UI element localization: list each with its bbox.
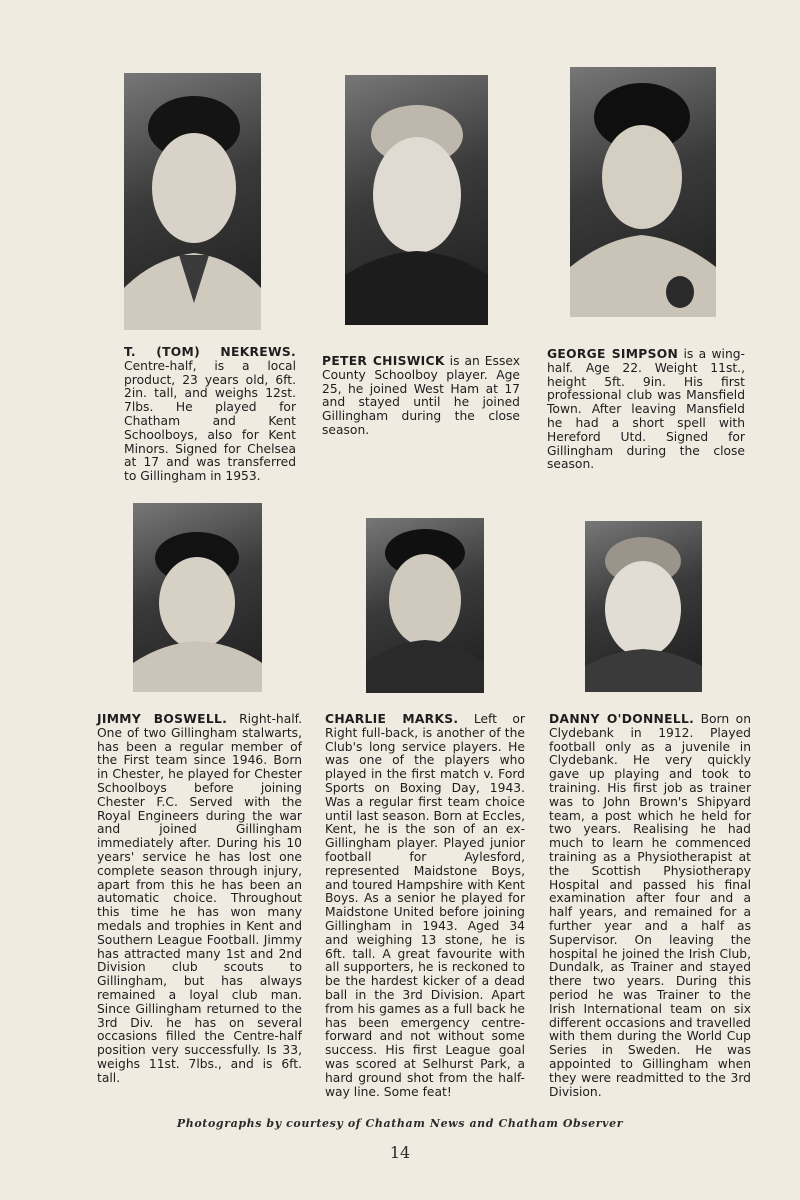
player-bio: is an Essex County Schoolboy player. Age 25, he joined West Ham at 17 and stayed until he joined Gillingham during the close season. <box>322 354 520 437</box>
player-photo-odonnell <box>585 521 702 692</box>
player-name: JIMMY BOSWELL. <box>97 712 228 726</box>
player-photo-simpson <box>570 67 716 317</box>
player-photo-marks <box>366 518 484 693</box>
player-name: PETER CHISWICK <box>322 354 445 368</box>
bio-nekrews <box>124 346 296 484</box>
portrait-silhouette-icon <box>366 518 484 693</box>
photo-credit: Photographs by courtesy of Chatham News and Chatham Observer <box>176 1117 624 1130</box>
bio-odonnell <box>549 713 751 1099</box>
portrait-silhouette-icon <box>570 67 716 317</box>
portrait-silhouette-icon <box>585 521 702 692</box>
player-name: CHARLIE MARKS. <box>325 712 459 726</box>
bio-boswell <box>97 713 302 1086</box>
bio-marks <box>325 713 525 1099</box>
player-bio: Centre-half, is a local product, 23 years old, 6ft. 2in. tall, and weighs 12st. 7lbs. He played for Chatham and Kent Schoolboys, also for Kent Minors. Signed for Chelsea at 17 and was transferred to Gillingham in 1953. <box>124 358 296 484</box>
bio-chiswick <box>322 355 520 438</box>
player-name: DANNY O'DONNELL. <box>549 712 695 726</box>
player-photo-nekrews <box>124 73 261 330</box>
player-bio: is a wing-half. Age 22. Weight 11st., height 5ft. 9in. His first professional club was Mansfield Town. After leaving Mansfield he had a short spell with Hereford Utd. Signed for Gillingham during the close season. <box>547 347 745 472</box>
player-bio: Right-half. One of two Gillingham stalwarts, has been a regular member of the First team since 1946. Born in Chester, he played for Chester Schoolboys before joining Chester F.C. Served with the Royal Engineers during the war and joined Gillingham immediately after. During his 10 years' service he has lost one complete season through injury, apart from this he has been an automatic choice. Throughout this time he has won many medals and trophies in Kent and Southern League Football. Jimmy has attracted many 1st and 2nd Division club scouts to Gillingham, but has always remained a loyal club man. Since Gillingham returned to the 3rd Div. he has on several occasions filled the Centre-half position very successfully. Is 33, weighs 11st. 7lbs., and is 6ft. tall. <box>97 712 302 1085</box>
bio-simpson <box>547 348 745 472</box>
player-name: GEORGE SIMPSON <box>547 347 679 361</box>
player-bio: Born on Clydebank in 1912. Played football only as a juvenile in Clydebank. He very quickly gave up playing and took to training. His first job as trainer was to John Brown's Shipyard team, a post which he held for two years. Realising he had much to learn he commenced training as a Physiotherapist at the Scottish Physiotherapy Hospital and passed his final examination after four and a half years, and remained for a further year and a half as Supervisor. On leaving the hospital he joined the Irish Club, Dundalk, as Trainer and stayed there two years. During this period he was Trainer to the Irish International team on six different occasions and travelled with them during the World Cup Series in Sweden. He was appointed to Gillingham when they were readmitted to the 3rd Division. <box>549 712 751 1099</box>
player-photo-boswell <box>133 503 262 692</box>
player-bio: Left or Right full-back, is another of the Club's long service players. He was one of the players who played in the first match v. Ford Sports on Boxing Day, 1943. Was a regular first team choice until last season. Born at Eccles, Kent, he is the son of an ex-Gillingham player. Played junior football for Aylesford, represented Maidstone Boys, and toured Hampshire with Kent Boys. As a senior he played for Maidstone United before joining Gillingham in 1943. Aged 34 and weighing 13 stone, he is 6ft. tall. A great favourite with all supporters, he is reckoned to be the hardest kicker of a dead ball in the 3rd Division. Apart from his games as a full back he has been emergency centre-forward and not without some success. His first League goal was scored at Selhurst Park, a hard ground shot from the half-way line. Some feat! <box>325 712 525 1099</box>
portrait-silhouette-icon <box>124 73 261 330</box>
portrait-silhouette-icon <box>133 503 262 692</box>
portrait-silhouette-icon <box>345 75 488 325</box>
player-photo-chiswick <box>345 75 488 325</box>
player-name: T. (TOM) NEKREWS. <box>124 345 296 359</box>
page-number: 14 <box>389 1143 411 1162</box>
